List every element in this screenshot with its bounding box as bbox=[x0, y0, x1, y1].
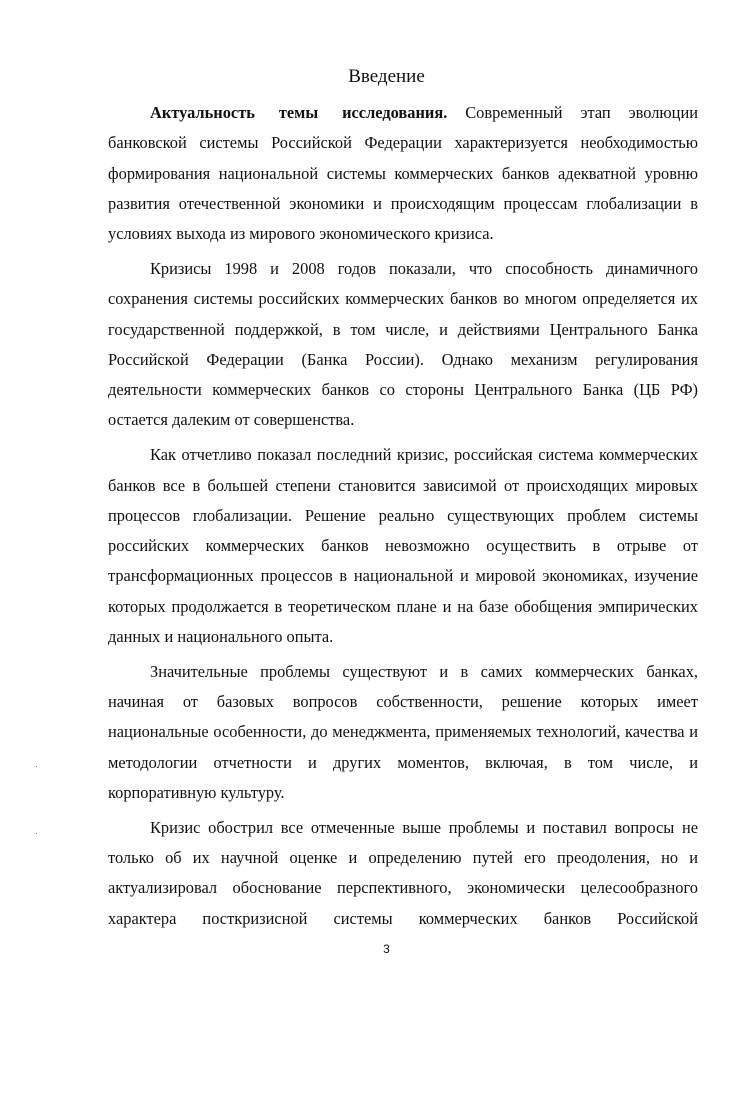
scan-speck bbox=[36, 766, 37, 767]
paragraph-globalization: Как отчетливо показал последний кризис, российская система коммерческих банков все в большей степени становится зависимой от происходящих мировых процессов глобализации. Решение реально существующих проблем системы российских коммерческих банков невозможно осуществить в отрыве от трансформационных процессов в национальной и мировой экономиках, изучение которых продолжается в теоретическом плане и на базе обобщения эмпирических данных и национального опыта. bbox=[108, 445, 698, 647]
paragraph-crisis-impact: Кризис обострил все отмеченные выше проблемы и поставил вопросы не только об их научной оценке и определению путей его преодоления, но и актуализировал обоснование перспективного, экономически целесообразного характера посткризисной системы коммерческих банков Российской bbox=[108, 817, 698, 928]
page-number: 3 bbox=[383, 942, 390, 956]
paragraph-relevance bbox=[108, 98, 698, 249]
paragraph-bank-problems: Значительные проблемы существуют и в самих коммерческих банках, начиная от базовых вопросов собственности, решение которых имеет национальные особенности, до менеджмента, применяемых технологий, качества и методологии отчетности и других моментов, включая, в том числе, и корпоративную культуру. bbox=[108, 661, 698, 803]
paragraph-crises: Кризисы 1998 и 2008 годов показали, что способность динамичного сохранения системы российских коммерческих банков во многом определяется их государственной поддержкой, в том числе, и действиями Центрального Банка Российской Федерации (Банка России). Однако механизм регулирования деятельности коммерческих банков со стороны Центрального Банка (ЦБ РФ) остается далеким от совершенства. bbox=[108, 258, 698, 430]
section-heading: Введение bbox=[348, 66, 425, 87]
body-text bbox=[108, 98, 698, 939]
scan-speck bbox=[36, 833, 37, 834]
relevance-lead: Актуальность темы исследования. bbox=[150, 103, 448, 122]
relevance-text: Современный этап эволюции банковской системы Российской Федерации характеризуется необходимостью формирования национальной системы коммерческих банков адекватной уровню развития отечественной экономики и происходящим процессам глобализации в условиях выхода из мирового экономического кризиса. bbox=[108, 103, 698, 244]
